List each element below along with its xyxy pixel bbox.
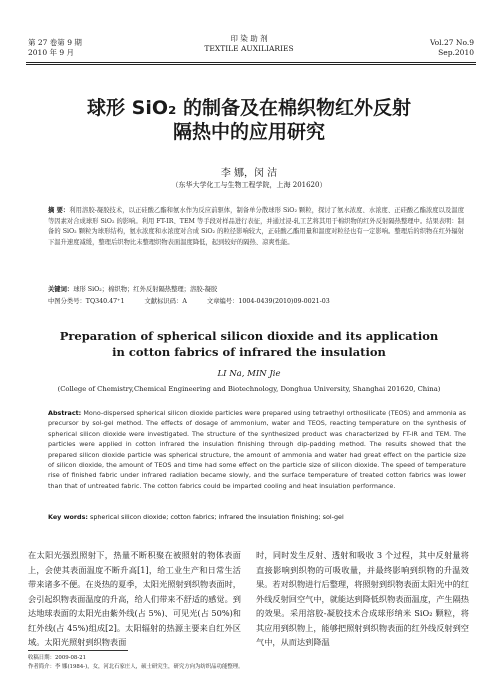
abstract-cn — [48, 206, 464, 248]
authors-cn: 李 娜，闵 洁 — [220, 168, 278, 179]
abstract-en — [48, 408, 466, 491]
keywords-en-label: Key words: — [48, 513, 88, 521]
title-en-line1: Preparation of spherical silicon dioxide and its application — [59, 329, 439, 343]
volume-issue: 第 27 卷第 9 期 — [28, 38, 82, 47]
body-column-right: 时，同时发生反射、透射和吸收 3 个过程，其中反射量将直接影响到织物的可吸收量，并最终影响到织物的升温效果。若对织物进行后整理，将照射到织物表面太阳光中的红外线反射回空气中，就能达到降低织物表面温度，产生隔热的效果。采用溶胶-凝胶技术合成球形纳米 SiO₂ 颗粒，将其应用到织物上，能够把照射到织物表面的红外线反射到空气中，从而达到降温 — [256, 550, 469, 647]
keywords-cn-text: 球形 SiO₂；棉织物；红外反射隔热整理；溶胶-凝胶 — [73, 286, 218, 293]
title-en-line2: in cotton fabrics of infrared the insulation — [112, 345, 386, 359]
abstract-cn-label: 摘 要： — [48, 207, 70, 214]
journal-name-cn: 印 染 助 剂 — [230, 34, 268, 43]
footnote-rule — [28, 650, 128, 651]
authors-en: LI Na, MIN Jie — [217, 369, 281, 379]
keywords-cn-label: 关键词： — [48, 286, 74, 293]
abstract-en-label: Abstract: — [48, 409, 82, 417]
article-number: 文章编号：1004-0439(2010)09-0021-03 — [206, 298, 330, 305]
classification-line — [48, 297, 464, 307]
affiliation-en: (College of Chemistry,Chemical Engineering and Biotechnology, Donghua University, Shanghai 201620, China) — [57, 385, 441, 393]
header-center — [0, 34, 498, 54]
footnote — [28, 654, 258, 672]
footnote-author: 作者简介：李 娜(1984-)，女，河北石家庄人，硕士研究生，研究方向为纺织品功能整理。 — [28, 664, 244, 670]
title-cn-line1: 球形 SiO₂ 的制备及在棉织物红外反射 — [87, 97, 411, 119]
abstract-en-text: Mono-dispersed spherical silicon dioxide particles were prepared using tetraethyl orthosilicate (TEOS) and ammonia as precursor by sol-gel method. The effects of dosage of ammonium, water and TEOS, reacting temperature on the synthesis of spherical silicon dioxide were investigated. The structure of the synthesized product was characterized by FT-IR and TEM. The particles were applied in cotton infrared the insulation finishing through dip-padding method. The results showed that the prepared silicon dioxide particle was spherical structure, the amount of ammonia and water had great effect on the particle size of silicon dioxide, the amount of TEOS and time had some effect on the particle size of silicon dioxide. The speed of temperature rise of finished fabric under infrared radiation became slowly, and the surface temperature of treated cotton fabrics was lower than that of untreated fabric. The cotton fabrics could be imparted cooling and heat insulation performance. — [48, 409, 466, 490]
header-rule-thin — [26, 64, 476, 65]
volume-issue-en: Vol.27 No.9 — [429, 38, 474, 47]
journal-name-en: TEXTILE AUXILIARIES — [204, 44, 294, 53]
keywords-en-text: spherical silicon dioxide; cotton fabrics; infrared the insulation finishing; sol-gel — [90, 513, 344, 521]
title-en — [0, 328, 498, 360]
issue-date: 2010 年 9 月 — [28, 48, 75, 57]
body-column-left: 在太阳光强烈照射下，热量不断积聚在被照射的物体表面上，会使其表面温度不断升高[1]，给工业生产和日常生活带来诸多不便。在炎热的夏季，太阳光照射到织物表面时，会引起织物表面温度的升高，给人们带来不舒适的感觉。到达地球表面的太阳光由紫外线(占 5%)、可见光(占 50%)和红外线(占 45%)组成[2]。太阳辐射的热源主要来自红外区域。太阳光照射到织物表面 — [28, 550, 241, 647]
keywords-en — [48, 513, 466, 521]
title-cn-line2: 隔热中的应用研究 — [172, 121, 325, 143]
abstract-cn-text: 利用溶胶-凝胶技术，以正硅酸乙酯和氨水作为反应前驱体，制备单分散球形 SiO₂ 颗粒，探讨了氨水浓度、水浓度、正硅酸乙酯浓度以及温度等因素对合成球形 SiO₂ 的影响。利用 FT-IR、TEM 等手段对样品进行表征，并通过浸-轧工艺将其用于棉织物的红外反射隔热整理中。结果表明：制备的 SiO₂ 颗粒为球形结构，氨水浓度和水浓度对合成 SiO₂ 的粒径影响较大，正硅酸乙酯用量和温度对粒径也有一定影响。整理后的织物在红外辐射下温升速度减缓，整理后织物比未整理织物表面温度降低，起到较好的隔热、凉爽性能。 — [48, 207, 464, 246]
affiliation-cn: （东华大学化工与生物工程学院，上海 201620） — [171, 181, 327, 189]
header-right — [430, 38, 474, 58]
clc-number: 中图分类号：TQ340.47⁺1 — [48, 298, 125, 305]
title-cn — [0, 96, 498, 144]
document-code: 文献标识码：A — [144, 298, 187, 305]
footnote-received: 收稿日期：2009-08-21 — [28, 655, 87, 661]
header-rule — [26, 62, 476, 63]
keywords-cn — [48, 285, 464, 295]
issue-date-en: Sep.2010 — [438, 48, 474, 57]
